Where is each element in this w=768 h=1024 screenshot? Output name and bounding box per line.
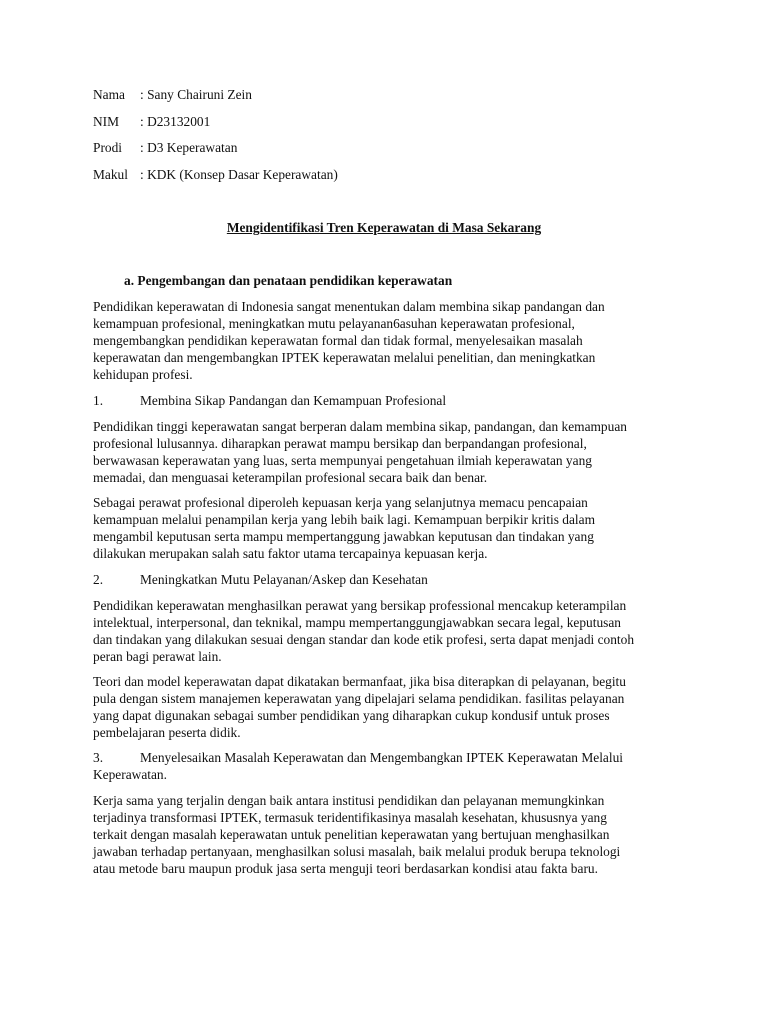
item-number: 1. (93, 393, 104, 408)
info-row-nama (93, 86, 338, 113)
numbered-item-2 (93, 571, 428, 588)
paragraph-line: kemampuan melalui penampilan kerja yang lebih baik lagi. Kemampuan berpikir kritis dalam (93, 512, 595, 527)
paragraph-line: keperawatan dan mengembangkan IPTEK keperawatan melalui penelitian, dan meningkatkan (93, 350, 596, 365)
info-row-prodi (93, 139, 338, 166)
paragraph-line: Kerja sama yang terjalin dengan baik antara institusi pendidikan dan pelayanan memungkinkan (93, 793, 605, 808)
info-row-makul (93, 166, 338, 193)
paragraph-line: Pendidikan keperawatan menghasilkan perawat yang bersikap professional mencakup keterampilan (93, 598, 627, 613)
info-label: NIM (93, 113, 120, 129)
paragraph-line: jawaban terhadap pertanyaan, menghasilkan solusi masalah, baik melalui produk berupa teknologi (93, 844, 621, 859)
paragraph-line: Pendidikan tinggi keperawatan sangat berperan dalam membina sikap, pandangan, dan kemampuan (93, 419, 627, 434)
paragraph-line: mengambil keputusan serta mampu mempertanggung jawabkan keputusan dan tindakan yang (93, 529, 594, 544)
paragraph-line: pembelajaran peserta didik. (93, 725, 241, 740)
info-value: : D23132001 (140, 113, 211, 129)
info-row-nim (93, 113, 338, 140)
paragraph-line: Teori dan model keperawatan dapat dikatakan bermanfaat, jika bisa diterapkan di pelayanan, begitu (93, 674, 626, 689)
item1-paragraph-2 (93, 494, 675, 562)
paragraph-line: atau metode baru maupun produk jasa serta menguji teori berdasarkan kondisi atau fakta baru. (93, 861, 598, 876)
paragraph-line: Sebagai perawat profesional diperoleh kepuasan kerja yang selanjutnya memacu pencapaian (93, 495, 588, 510)
paragraph-line: Pendidikan keperawatan di Indonesia sangat menentukan dalam membina sikap pandangan dan (93, 299, 605, 314)
item-number: 3. (93, 750, 104, 765)
paragraph-line: dilakukan merupakan salah satu faktor utama tercapainya kepuasan kerja. (93, 546, 488, 561)
item-heading: Meningkatkan Mutu Pelayanan/Askep dan Kesehatan (140, 572, 428, 587)
info-label: Prodi (93, 140, 123, 155)
item1-paragraph-1 (93, 418, 675, 486)
intro-paragraph (93, 298, 675, 383)
numbered-item-1 (93, 392, 446, 409)
student-info-table (93, 86, 338, 192)
paragraph-line: peran bagi perawat lain. (93, 649, 222, 664)
paragraph-line: profesional lulusannya. diharapkan perawat mampu bersikap dan berpandangan profesional, (93, 436, 587, 451)
info-value: : KDK (Konsep Dasar Keperawatan) (140, 166, 338, 182)
item2-paragraph-1 (93, 597, 675, 665)
paragraph-line: intelektual, interpersonal, dan teknikal, mampu mempertanggungjawabkan secara legal, keputusan (93, 615, 622, 630)
item-heading: Membina Sikap Pandangan dan Kemampuan Profesional (140, 393, 447, 408)
document-title: Mengidentifikasi Tren Keperawatan di Masa Sekarang (226, 220, 542, 235)
paragraph-line: memadai, dan menguasai keterampilan profesional secara baik dan benar. (93, 470, 488, 485)
item-heading-continued: Keperawatan. (93, 767, 167, 782)
section-heading: a. Pengembangan dan penataan pendidikan keperawatan (124, 273, 453, 288)
item2-paragraph-2 (93, 673, 675, 741)
paragraph-line: berwawasan keperawatan yang luas, serta mempunyai pengetahuan ilmiah keperawatan yang (93, 453, 592, 468)
info-label: Makul (93, 166, 128, 182)
info-value: : D3 Keperawatan (140, 140, 238, 155)
paragraph-line: terkait dengan masalah keperawatan untuk penelitian keperawatan yang bertujuan menghasilkan (93, 827, 610, 842)
numbered-item-3 (93, 749, 623, 783)
paragraph-line: kemampuan profesional, meningkatkan mutu pelayanan6asuhan keperawatan profesional, (93, 316, 575, 331)
paragraph-line: kehidupan profesi. (93, 367, 193, 382)
info-value: : Sany Chairuni Zein (140, 87, 252, 102)
item-number: 2. (93, 572, 104, 587)
paragraph-line: dan tindakan yang dilakukan sesuai dengan standar dan kode etik profesi, serta dapat menjadi contoh (93, 632, 635, 647)
paragraph-line: pula dengan sistem manajemen keperawatan yang dipelajari selama pendidikan. fasilitas pelayanan (93, 691, 625, 706)
item3-paragraph-1 (93, 792, 675, 877)
paragraph-line: terjadinya transformasi IPTEK, termasuk teridentifikasinya masalah kesehatan, khususnya yang (93, 810, 607, 825)
paragraph-line: yang dapat digunakan sebagai sumber pendidikan yang diharapkan cukup kondusif untuk proses (93, 708, 610, 723)
paragraph-line: mengembangkan pendidikan keperawatan formal dan tidak formal, menyelesaikan masalah (93, 333, 583, 348)
item-heading: Menyelesaikan Masalah Keperawatan dan Mengembangkan IPTEK Keperawatan Melalui (140, 750, 623, 765)
info-label: Nama (93, 87, 125, 102)
